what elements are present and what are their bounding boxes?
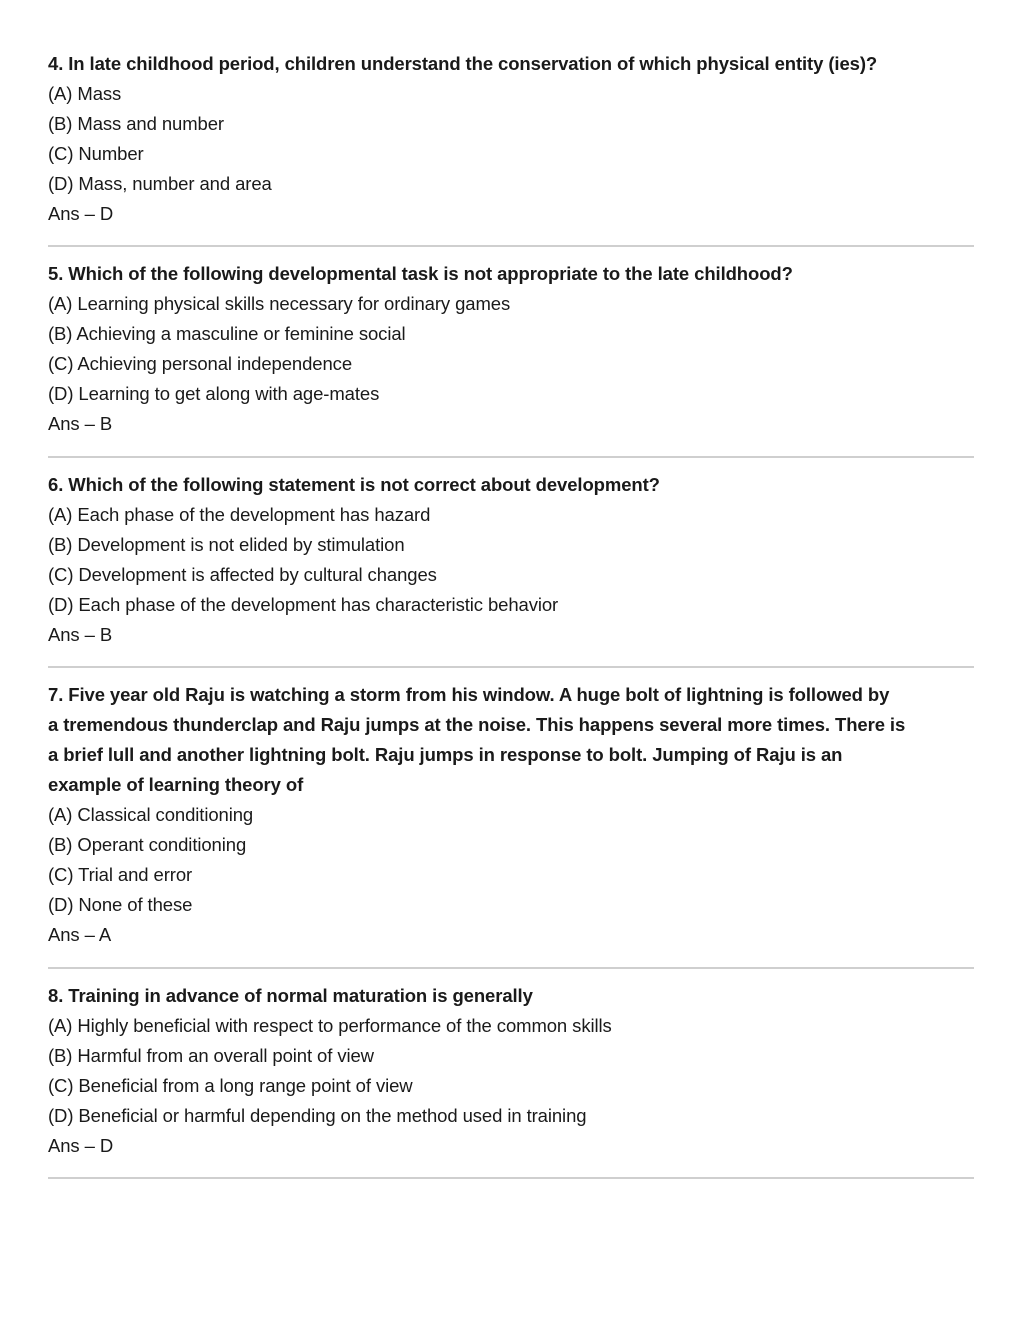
divider [48,1177,974,1179]
question-8 [48,981,974,1161]
question-6-option-a: (A) Each phase of the development has hazard [48,504,431,525]
question-5-answer: Ans – B [48,413,113,434]
question-6-option-d: (D) Each phase of the development has characteristic behavior [48,594,559,615]
question-6-answer: Ans – B [48,624,113,645]
question-5-option-d: (D) Learning to get along with age-mates [48,383,380,404]
question-8-option-d: (D) Beneficial or harmful depending on the method used in training [48,1105,587,1126]
question-4-option-d: (D) Mass, number and area [48,173,272,194]
question-4-answer: Ans – D [48,203,114,224]
question-8-option-c: (C) Beneficial from a long range point of view [48,1075,413,1096]
question-6 [48,470,974,650]
question-7-text-line-2: a tremendous thunderclap and Raju jumps at the noise. This happens several more times. There is [48,714,906,735]
question-5-option-a: (A) Learning physical skills necessary for ordinary games [48,293,511,314]
question-7-option-b: (B) Operant conditioning [48,834,247,855]
question-7-option-d: (D) None of these [48,894,193,915]
divider [48,245,974,247]
question-5 [48,259,974,439]
divider [48,967,974,969]
question-8-option-a: (A) Highly beneficial with respect to performance of the common skills [48,1015,612,1036]
question-7-text-line-3: a brief lull and another lightning bolt. Raju jumps in response to bolt. Jumping of Raju is an [48,744,843,765]
question-5-option-b: (B) Achieving a masculine or feminine social [48,323,406,344]
question-6-option-b: (B) Development is not elided by stimulation [48,534,405,555]
question-8-option-b: (B) Harmful from an overall point of view [48,1045,374,1066]
question-7-answer: Ans – A [48,924,112,945]
question-6-text: 6. Which of the following statement is not correct about development? [48,474,660,495]
question-4-option-c: (C) Number [48,143,144,164]
question-7-text-line-4: example of learning theory of [48,774,304,795]
question-5-option-c: (C) Achieving personal independence [48,353,353,374]
question-5-text: 5. Which of the following developmental task is not appropriate to the late childhood? [48,263,793,284]
question-8-answer: Ans – D [48,1135,114,1156]
question-4-text: 4. In late childhood period, children understand the conservation of which physical entity (ies)? [48,53,878,74]
question-7-option-a: (A) Classical conditioning [48,804,254,825]
divider [48,456,974,458]
question-7-text-line-1: 7. Five year old Raju is watching a storm from his window. A huge bolt of lightning is followed by [48,684,890,705]
question-6-option-c: (C) Development is affected by cultural changes [48,564,437,585]
question-4-option-b: (B) Mass and number [48,113,224,134]
question-7-option-c: (C) Trial and error [48,864,193,885]
question-7 [48,680,974,950]
divider [48,666,974,668]
question-4 [48,49,974,229]
question-8-text: 8. Training in advance of normal maturation is generally [48,985,533,1006]
question-4-option-a: (A) Mass [48,83,122,104]
